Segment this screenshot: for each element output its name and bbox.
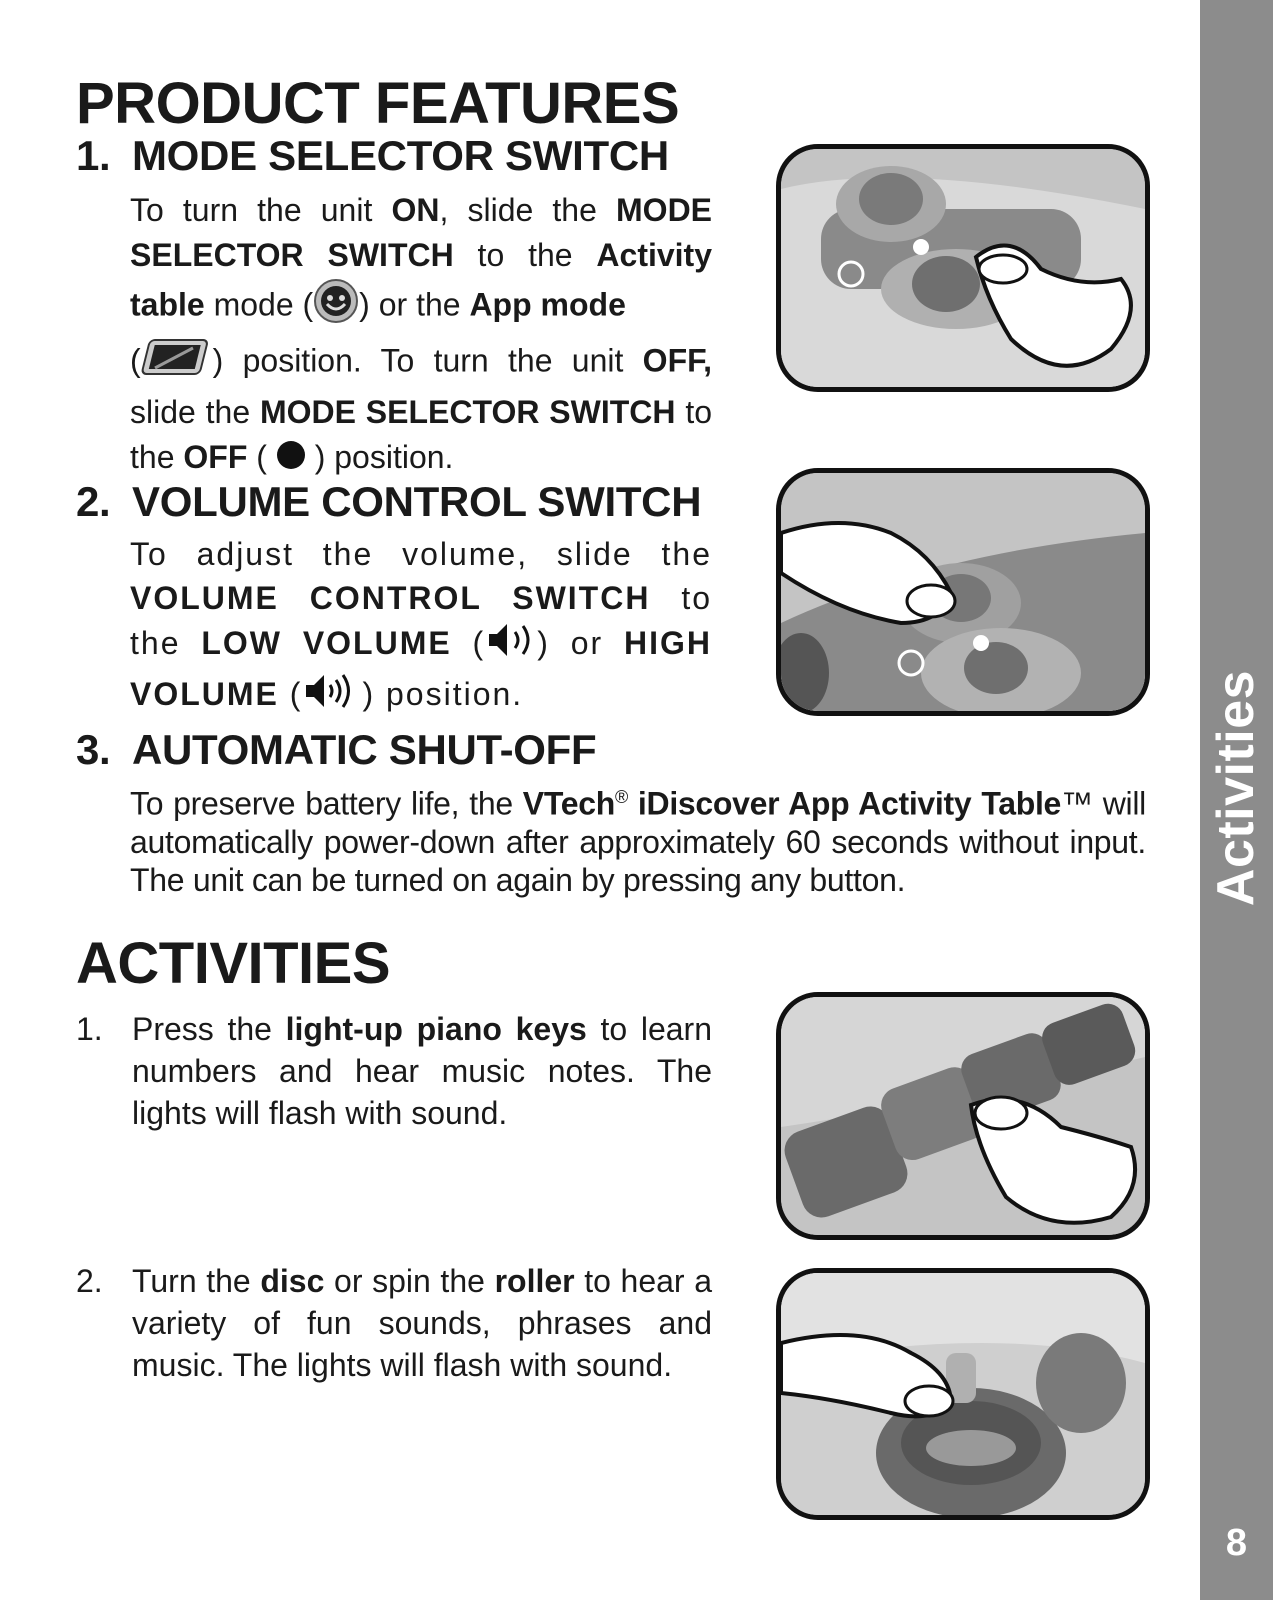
section-heading-auto-shutoff: 3. AUTOMATIC SHUT-OFF (76, 726, 597, 773)
piano-keys-photo (776, 992, 1150, 1240)
tablet-icon (141, 336, 213, 390)
activity-number: 1. (76, 1011, 103, 1047)
activities-title: ACTIVITIES (76, 931, 391, 996)
disc-roller-photo (776, 1268, 1150, 1520)
low-volume-icon (485, 620, 537, 671)
sidebar-label: Activities (1207, 669, 1265, 907)
section-heading-mode-selector: 1. MODE SELECTOR SWITCH (76, 132, 669, 179)
auto-shutoff-text: To preserve battery life, the VTech® iDiscover App Activity Table™ will automatically power-down after approximately 60 seconds without input. The unit can be turned on again by pressing any button. (130, 785, 1146, 898)
high-volume-icon (302, 671, 362, 722)
smiley-face-icon (313, 278, 359, 336)
activity-text: Turn the disc or spin the roller to hear a variety of fun sounds, phrases and music. The lights will flash with sound. (132, 1263, 713, 1383)
section-heading-volume: 2. VOLUME CONTROL SWITCH (76, 478, 702, 525)
activity-number: 2. (76, 1263, 103, 1299)
mode-selector-text: To turn the unit ON, slide the MODE SELECTOR SWITCH to the Activity table mode ( ) or the App mode ( ) position. To turn the unit OFF, slide the MODE SELECTOR SWITCH to the OFF ( ) position. (130, 188, 712, 482)
page-title: PRODUCT FEATURES (76, 71, 680, 136)
volume-switch-photo (776, 468, 1150, 716)
off-dot-icon (276, 437, 306, 482)
page-number: 8 (1225, 1522, 1248, 1564)
mode-switch-photo (776, 144, 1150, 392)
volume-text: To adjust the volume, slide the VOLUME CONTROL SWITCH to the LOW VOLUME ( ) or HIGH VOLUME ( ) position. (130, 532, 712, 722)
activity-text: Press the light-up piano keys to learn numbers and hear music notes. The lights will flash with sound. (132, 1011, 712, 1131)
